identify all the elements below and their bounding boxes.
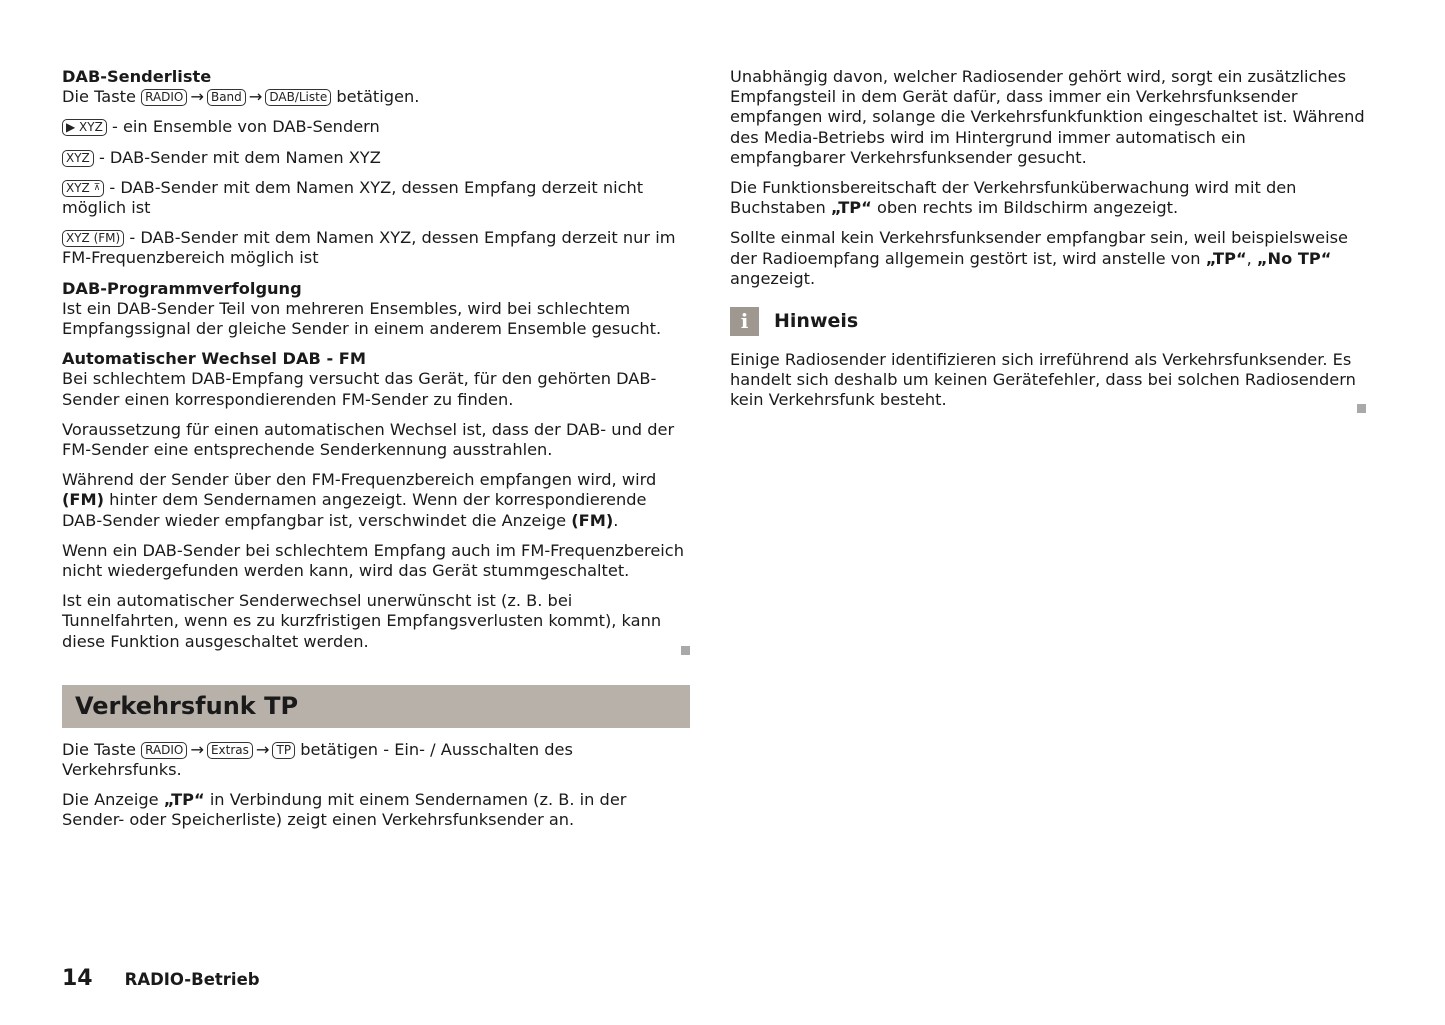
radio-key: RADIO: [141, 89, 187, 106]
arrow-icon: →: [255, 739, 270, 759]
text-span: Die Anzeige: [62, 790, 159, 810]
section-title: Verkehrsfunk TP: [62, 685, 690, 728]
text-span: ,: [1246, 248, 1252, 268]
tp-indicator: „TP“: [830, 198, 872, 218]
text-span: oben rechts im Bildschirm angezeigt.: [876, 198, 1179, 218]
list-item-text: - DAB-Sender mit dem Namen XYZ, dessen Empfang derzeit nur im FM-Frequenzbereich möglich ist: [62, 228, 676, 268]
dab-list-intro-suffix: betätigen.: [336, 87, 420, 107]
list-item-text: - DAB-Sender mit dem Namen XYZ, dessen Empfang derzeit nicht möglich ist: [62, 177, 644, 218]
paragraph: [730, 228, 1366, 289]
auto-switch-text: Bei schlechtem DAB-Empfang versucht das Gerät, für den gehörten DAB-Sender einen korrespondierenden FM-Sender zu finden.: [62, 369, 657, 409]
note-text: Einige Radiosender identifizieren sich irreführend als Verkehrsfunksender. Es handelt sich deshalb um keinen Gerätefehler, dass bei solchen Radiosendern kein Verkehrsfunk besteht.: [730, 350, 1356, 410]
page-number: 14: [62, 966, 93, 991]
chapter-title: RADIO-Betrieb: [124, 970, 260, 989]
text-span: Ist ein automatischer Senderwechsel unerwünscht ist (z. B. bei Tunnelfahrten, wenn es zu kurzfristigen Empfangsverlusten kommt), kann diese Funktion ausgeschaltet werden.: [62, 591, 662, 651]
station-no-reception-key: [62, 180, 104, 197]
text-span: angezeigt.: [730, 268, 816, 288]
fm-indicator: (FM): [571, 510, 614, 530]
no-reception-icon: ⊼: [93, 182, 101, 193]
list-item: [62, 117, 690, 137]
dab-list-intro: [62, 67, 690, 107]
text-span: Während der Sender über den FM-Frequenzbereich empfangen wird, wird: [62, 470, 657, 490]
paragraph: Unabhängig davon, welcher Radiosender gehört wird, sorgt ein zusätzliches Empfangsteil in dem Gerät dafür, dass immer ein Verkehrsfunksender empfangen wird, solange die Verkehrsfunkfunktion eingeschaltet ist. Während des Media-Betriebs wird im Hintergrund immer automatisch ein empfangbarer Verkehrsfunksender gesucht.: [730, 67, 1365, 167]
band-key: Band: [207, 89, 246, 106]
text-span: betätigen - Ein- / Ausschalten des Verkehrsfunks.: [62, 739, 573, 780]
tp-intro-paragraph: [62, 740, 690, 780]
station-key: XYZ: [62, 150, 94, 167]
list-item: [62, 148, 690, 168]
paragraph: Voraussetzung für einen automatischen Wechsel ist, dass der DAB- und der FM-Sender eine entsprechende Senderkennung ausstrahlen.: [62, 419, 675, 460]
dab-list-heading: DAB-Senderliste: [62, 67, 212, 86]
auto-switch-paragraph: [62, 349, 690, 410]
arrow-icon: →: [190, 739, 204, 759]
page-footer: [62, 966, 260, 991]
section-end-icon: [681, 646, 690, 655]
left-column: [62, 67, 690, 841]
right-column: [730, 67, 1366, 421]
arrow-icon: →: [248, 87, 263, 107]
radio-key: RADIO: [141, 742, 187, 759]
extras-key: Extras: [207, 742, 253, 759]
paragraph: Wenn ein DAB-Sender bei schlechtem Empfang auch im FM-Frequenzbereich nicht wiedergefunden werden kann, wird das Gerät stummgeschaltet.: [62, 540, 684, 581]
fm-indicator: (FM): [62, 490, 104, 510]
list-item: [62, 178, 690, 218]
paragraph: [62, 790, 690, 830]
list-item-text: - ein Ensemble von DAB-Sendern: [111, 117, 380, 137]
list-item-text: - DAB-Sender mit dem Namen XYZ: [98, 147, 381, 167]
note-header: [730, 307, 1366, 336]
section-end-icon: [1357, 404, 1366, 413]
program-follow-heading: DAB-Programmverfolgung: [62, 278, 302, 298]
text-span: .: [613, 510, 619, 530]
note-paragraph: [730, 350, 1366, 411]
text-span: Die Funktionsbereitschaft der Verkehrsfunküberwachung wird mit den Buchstaben: [730, 178, 1297, 218]
program-follow-paragraph: [62, 279, 690, 340]
auto-switch-heading: Automatischer Wechsel DAB - FM: [62, 349, 366, 369]
dab-list-intro-prefix: Die Taste: [62, 87, 136, 107]
no-tp-indicator: „No TP“: [1256, 248, 1332, 268]
tp-key: TP: [272, 742, 295, 759]
ensemble-key: ▶ XYZ: [62, 119, 107, 136]
text-span: in Verbindung mit einem Sendernamen (z. B. in der Sender- oder Speicherliste) zeigt einen Verkehrsfunksender an.: [62, 790, 627, 830]
station-key-label: XYZ: [66, 180, 90, 195]
tp-indicator: „TP“: [1205, 248, 1247, 268]
text-span: hinter dem Sendernamen angezeigt. Wenn der korrespondierende DAB-Sender wieder empfangbar ist, verschwindet die Anzeige: [62, 490, 647, 530]
arrow-icon: →: [190, 87, 204, 107]
text-span: Sollte einmal kein Verkehrsfunksender empfangbar sein, weil beispielsweise der Radioempfang allgemein gestört ist, wird anstelle von: [730, 228, 1348, 268]
paragraph: [730, 178, 1366, 218]
paragraph: [62, 591, 690, 652]
tp-indicator: „TP“: [163, 790, 205, 810]
info-icon: i: [730, 307, 759, 336]
program-follow-text: Ist ein DAB-Sender Teil von mehreren Ensembles, wird bei schlechtem Empfangssignal der gleiche Sender in einem anderem Ensemble gesucht.: [62, 298, 662, 339]
list-item: [62, 228, 690, 268]
text-span: Die Taste: [62, 739, 136, 759]
note-title: Hinweis: [774, 310, 859, 333]
paragraph: [62, 470, 690, 531]
dab-list-key: DAB/Liste: [265, 89, 331, 106]
station-fm-key: XYZ (FM): [62, 230, 124, 247]
